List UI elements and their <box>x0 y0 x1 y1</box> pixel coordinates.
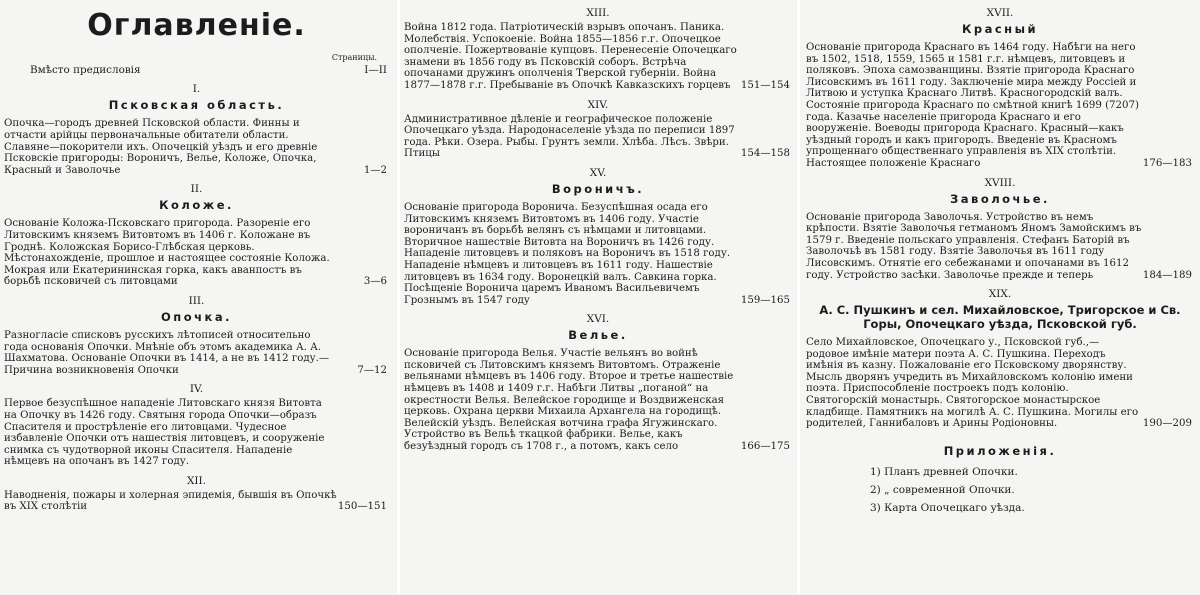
entry-text: Первое безуспѣшное нападеніе Литовскаго князя Витовта на Опочку въ 1426 году. Святыня города Опочки—образъ Спасителя и прострѣленіе его литовцами. Чудесное избавленіе Опочки отъ нашествія литовцевъ, и сооруженіе снимка съ чудотворной иконы Спасителя. Нападеніе нѣмцевъ на опочанъ въ 1427 году. <box>4 398 325 468</box>
preface-pages: I—II <box>364 64 387 76</box>
toc-entry <box>806 212 1194 282</box>
toc-entry <box>404 22 792 92</box>
chapter-number: XVI. <box>586 313 610 326</box>
chapter-title: Велье. <box>568 328 628 343</box>
entry-pages: 184—189 <box>1142 269 1192 281</box>
entry-text: Основаніе пригорода Воронича. Безуспѣшная осада его Литовскимъ княземъ Витовтомъ въ 1406 году. Участіе вороничанъ въ борьбѣ велянъ съ нѣмцами и литовцами. Вторичное нашествіе Витовта на Вороничъ въ 1426 году. Нападеніе литовцевъ и поляковъ на Вороничъ въ 1518 году. Нападеніе нѣмцевъ и литовцевъ въ 1611 году. Нашествіе литовцевъ въ 1634 году. Воронецкій валъ. Савкина горка. Посѣщеніе Воронича царемъ Иваномъ Васильевичемъ Грознымъ въ 1547 году <box>404 201 731 306</box>
appendix-item: 1) Планъ древней Опочки. <box>870 465 1018 478</box>
entry-text: Основаніе пригорода Краснаго въ 1464 году. Набѣги на него въ 1502, 1518, 1559, 1565 и 1581 г.г. нѣмцевъ, литовцевъ и поляковъ. Эпоха самозванщины. Взятіе пригорода Краснаго Лисовскимъ въ 1611 году. Заключеніе мира между Россіей и Литвою и уступка Краснаго Литвѣ. Красногородскій валъ. Состояніе пригорода Краснаго по смѣтной книгѣ 1699 (7207) года. Казачье населеніе пригорода Краснаго и его вооруженіе. Воеводы пригорода Краснаго. Красный—какъ уѣздный городъ и какъ пригородъ. Введеніе въ Красномъ упрощеннаго общественнаго управленія въ XIX столѣтіи. Настоящее положеніе Краснаго <box>806 42 1139 169</box>
entry-pages: 166—175 <box>740 441 790 453</box>
chapter-title: Вороничъ. <box>551 181 645 196</box>
chapter-title: Заволочье. <box>950 191 1050 206</box>
entry-text: Война 1812 года. Патріотическій взрывъ опочанъ. Паника. Молебствія. Успокоеніе. Война 1855—1856 г.г. Опочецкое ополченіе. Пожертвованіе купцовъ. Перенесеніе Опочецкаго знамени въ 1856 году въ Псковскій соборъ. Встрѣча опочанами дружинъ ополченія Тверской губерніи. Война 1877—1878 г.г. Пребываніе въ Опочкѣ Кавказскихъ горцевъ <box>404 22 737 91</box>
toc-entry <box>4 330 389 376</box>
entry-text: Разногласіе списковъ русскихъ лѣтописей относительно года основанія Опочки. Мнѣніе объ этомъ академика А. А. Шахматова. Основаніе Опочки въ 1414, а не въ 1412 году.—Причина возникновенія Опочки <box>4 329 330 376</box>
toc-entry <box>404 348 792 452</box>
chapter-title: Псковская область. <box>108 98 285 113</box>
toc-entry <box>4 218 389 288</box>
entry-pages: 1—2 <box>363 164 387 176</box>
entry-pages: 150—151 <box>337 501 387 513</box>
chapter-number: XIX. <box>988 288 1012 301</box>
appendix-title: Приложенія. <box>943 443 1057 458</box>
entry-pages: 3—6 <box>363 276 387 288</box>
chapter-number: XVIII. <box>984 176 1016 189</box>
toc-sections <box>404 7 792 453</box>
entry-pages: 176—183 <box>1142 157 1192 169</box>
chapter-number: XVII. <box>986 7 1014 19</box>
chapter-title: Коложе. <box>159 198 234 213</box>
chapter-number: XII. <box>186 474 207 487</box>
entry-text: Основаніе пригорода Велья. Участіе вельянъ во войнѣ псковичей съ Литовскимъ княземъ Витовтомъ. Отраженіе вельянами нѣмцевъ въ 1406 году. Второе и третье нашествіе нѣмцевъ въ 1408 и 1409 г.г. Набѣги Литвы „поганой“ на окрестности Велья. Велейское городище и Воздвиженская церковь. Охрана церкви Михаила Архангела на городищѣ. Велейскій уѣздъ. Велейская вотчина графа Ягужинскаго. Устройство въ Вельѣ ткацкой фабрики. Велье, какъ безуѣздный городъ съ 1708 г., а потомъ, какъ село <box>404 348 734 453</box>
appendix-item: 3) Карта Опочецкаго уѣзда. <box>870 501 1025 514</box>
chapter-number: IV. <box>189 383 204 396</box>
entry-pages: 154—158 <box>740 148 790 160</box>
entry-text: Основаніе пригорода Заволочья. Устройство въ немъ крѣпости. Взятіе Заволочья гетманомъ Яномъ Замойскимъ въ 1579 г. Введеніе польскаго управленія. Стефанъ Баторій въ Заволочьѣ въ 1581 году. Взятіе Заволочья въ 1611 году Лисовскимъ. Отнятіе его себежанами и опочанами въ 1612 году. Устройство засѣки. Заволочье прежде и теперь <box>806 211 1142 281</box>
entry-text: Село Михайловское, Опочецкаго у., Псковской губ.,—родовое имѣніе матери поэта А. С. Пушкина. Переходъ имѣнія въ казну. Пожалованіе его Псковскому дворянству. Мысль дворянъ учредить въ Михайловскомъ колонію имени поэта. Приспособленіе построекъ подъ колонію. Святогорскій монастырь. Святогорское монастырское кладбище. Памятникъ на могилѣ А. С. Пушкина. Могилы его родителей, Ганнибаловъ и Арины Родіоновны. <box>806 337 1139 430</box>
entry-text: Основаніе Коложа-Псковскаго пригорода. Разореніе его Литовскимъ княземъ Витовтомъ въ 1406 г. Коложане въ Гроднѣ. Коложская Борисо-Глѣбская церковь. Мѣстонахожденіе, прошлое и настоящее состояніе Коложа. Мокрая или Екатерининская горка, какъ аванпостъ въ борьбѣ псковичей съ литовцами <box>4 218 330 288</box>
chapter-title: А. С. Пушкинъ и сел. Михайловское, Тригорское и Св. Горы, Опочецкаго уѣзда, Псковской губ. <box>819 303 1181 332</box>
entry-text: Наводненія, пожары и холерная эпидемія, бывшія въ Опочкѣ въ XIX столѣтіи <box>4 489 337 513</box>
appendix-list <box>806 466 1194 514</box>
chapter-number: XIII. <box>586 7 610 19</box>
toc-entry <box>4 118 389 176</box>
entry-pages: 7—12 <box>357 364 387 376</box>
appendix-item: 2) „ современной Опочки. <box>870 483 1015 496</box>
chapter-number: XV. <box>589 166 607 179</box>
pages-column-header: Страницы. <box>331 53 377 62</box>
chapter-number: I. <box>192 83 201 96</box>
toc-entry <box>806 42 1194 170</box>
toc-entry <box>4 398 389 468</box>
entry-text: Административное дѣленіе и географическое положеніе Опочецкаго уѣзда. Народонаселеніе уѣзда по переписи 1897 года. Рѣки. Озера. Рыбы. Грунтъ земли. Хлѣба. Лѣсъ. Звѣри. Птицы <box>404 113 735 160</box>
toc-entry <box>806 337 1194 430</box>
toc-entry <box>404 114 792 160</box>
entry-pages: 190—209 <box>1142 418 1192 430</box>
chapter-title: Опочка. <box>161 309 232 324</box>
toc-entry <box>404 202 792 306</box>
preface-text: Вмѣсто предисловія <box>30 64 141 76</box>
chapter-number: XIV. <box>587 98 609 111</box>
entry-pages: 151—154 <box>740 79 790 91</box>
toc-column-3 <box>800 0 1200 595</box>
toc-sections <box>4 83 389 513</box>
toc-sections <box>806 7 1194 430</box>
toc-column-2 <box>400 0 798 595</box>
entry-text: Опочка—городъ древней Псковской области. Финны и отчасти арійцы первоначальные обитатели области. Славяне—покорители ихъ. Опочецкій уѣздъ и его древніе Псковскіе пригороды: Вороничъ, Велье, Коложе, Опочка, Красный и Заволочье <box>4 118 318 176</box>
toc-column-1 <box>0 0 397 595</box>
page-title: Оглавленіе. <box>87 8 306 43</box>
entry-pages: 159—165 <box>740 294 790 306</box>
toc-entry <box>4 490 389 513</box>
chapter-number: II. <box>190 183 203 196</box>
chapter-title: Красный <box>961 22 1039 36</box>
preface-entry <box>4 64 389 76</box>
chapter-number: III. <box>188 294 205 307</box>
